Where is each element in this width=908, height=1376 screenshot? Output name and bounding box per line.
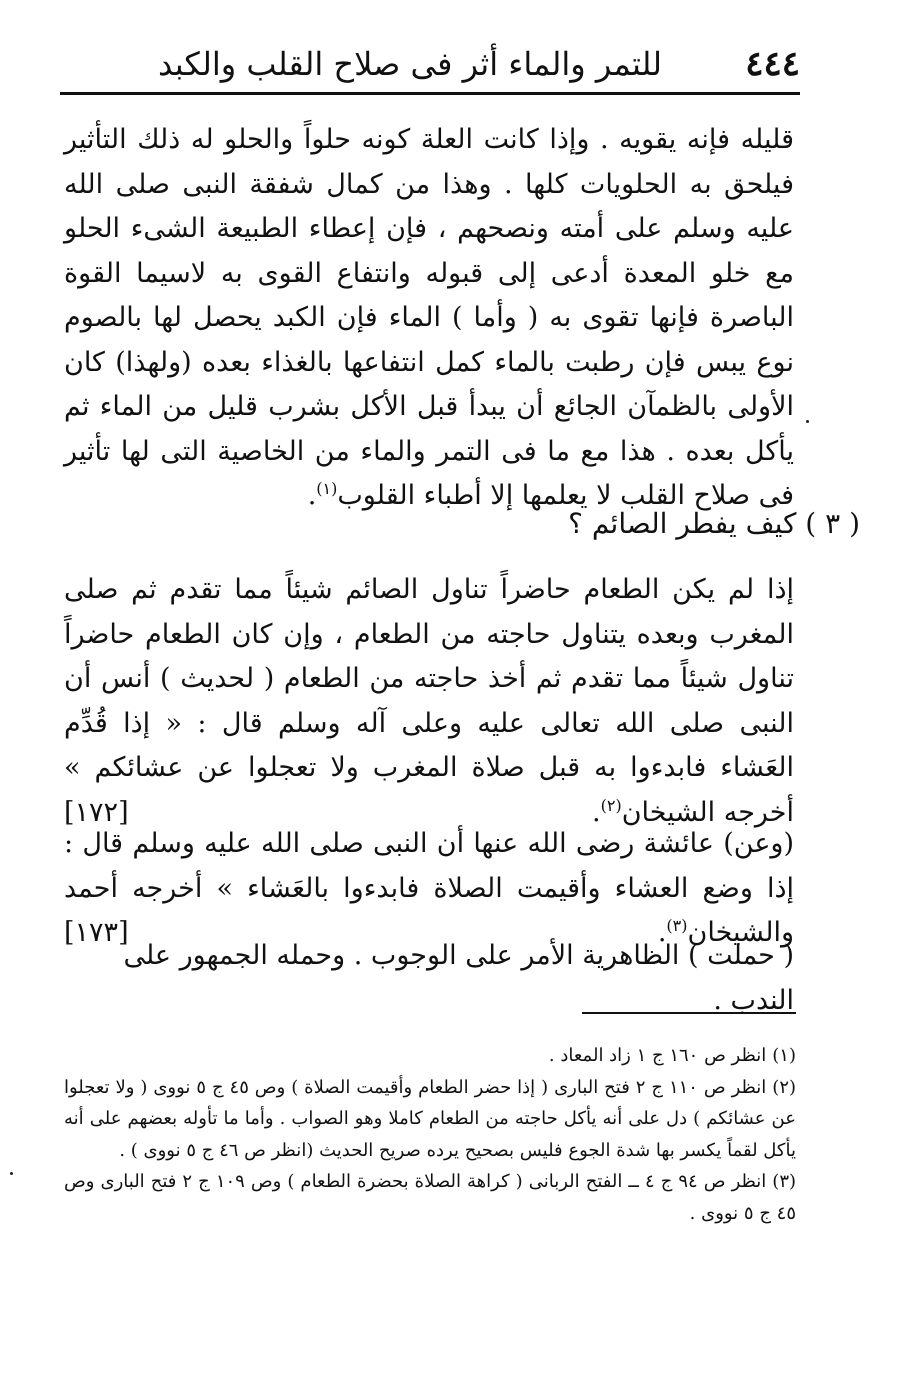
footnote-1: [64, 1040, 796, 1072]
margin-speck: [10, 1172, 13, 1175]
hadith-number: [١٧٣]: [64, 917, 129, 948]
paragraph-end: .: [592, 796, 601, 828]
paragraph-end: .: [657, 917, 667, 948]
footnotes: [64, 1040, 796, 1229]
footnote-text: انظر ص ٩٤ ج ٤ ــ الفتح الربانى ( كراهة الصلاة بحضرة الطعام ) وص ١٠٩ ج ٢ فتح البارى وص ٤٥ ج ٥ نووى .: [64, 1171, 796, 1224]
footnote-number: (٢): [772, 1076, 797, 1098]
footnote-ref-1: (١): [316, 479, 338, 498]
section-heading: ( ٣ ) كيف يفطر الصائم ؟: [568, 507, 860, 540]
footnote-ref-2: (٢): [600, 795, 622, 815]
footnote-text: انظر ص ١١٠ ج ٢ فتح البارى ( إذا حضر الطعام وأقيمت الصلاة ) وص ٤٥ ج ٥ نووى ( ولا تعجلوا عن عشائكم ) دل على أنه يأكل حاجته من الطعام كاملا وهو الصواب . وأما ما تأوله بعضهم على أنه يأكل لقماً يكسر بها شدة الجوع فليس بصحيح يرده صريح الحديث (انظر ص ٤٦ ج ٥ نووى ) .: [64, 1076, 796, 1161]
footnote-2: [64, 1072, 796, 1167]
footnote-ref-3: (٣): [666, 916, 688, 935]
footnote-text: انظر ص ١٦٠ ج ١ زاد المعاد .: [548, 1045, 767, 1066]
hadith-number: [١٧٢]: [64, 796, 129, 828]
page-header: [60, 38, 800, 90]
footnote-number: (١): [772, 1045, 796, 1066]
paragraph-break-fast: [64, 568, 794, 835]
intro-text: قليله فإنه يقويه . وإذا كانت العلة كونه حلواً والحلو له ذلك التأثير فيلحق به الحلويات كلها . وهذا من كمال شفقة النبى صلى الله عليه وسلم على أمته ونصحهم ، فإن إعطاء الطبيعة الشىء الحلو مع خلو المعدة أدعى إلى قبوله وانتفاع القوى به لاسيما القوة الباصرة فإنها تقوى به ( وأما ) الماء فإن الكبد يحصل لها بالصوم نوع يبس فإن رطبت بالماء كمل انتفاعها بالغذاء بعده (ولهذا) كان الأولى بالظمآن الجائع أن يبدأ قبل الأكل بشرب قليل من الماء ثم يأكل بعده . هذا مع ما فى التمر والماء من الخاصية التى لها تأثير فى صلاح القلب لا يعلمها إلا أطباء القلوب: [64, 124, 794, 511]
footnote-3: [64, 1166, 796, 1229]
paragraph-ruling: [64, 934, 794, 1023]
intro-end: .: [307, 480, 317, 511]
intro-paragraph: [64, 118, 794, 519]
header-divider: [60, 92, 800, 95]
footnote-number: (٣): [772, 1171, 797, 1192]
paragraph-text: إذا لم يكن الطعام حاضراً تناول الصائم شيئاً مما تقدم ثم صلى المغرب وبعده يتناول حاجته من الطعام ، وإن كان الطعام حاضراً تناول شيئاً مما تقدم ثم أخذ حاجته من الطعام ( لحديث ) أنس أن النبى صلى الله تعالى عليه وعلى آله وسلم قال : « إذا قُدِّم العَشاء فابدءوا به قبل صلاة المغرب ولا تعجلوا عن عشائكم » أخرجه الشيخان: [64, 574, 794, 828]
footnote-divider: [582, 1012, 796, 1014]
running-title: للتمر والماء أثر فى صلاح القلب والكبد: [158, 45, 662, 83]
page-number: ٤٤٤: [745, 44, 800, 84]
paragraph-text: ( حملت ) الظاهرية الأمر على الوجوب . وحمله الجمهور على الندب .: [123, 940, 794, 1016]
margin-speck: [806, 420, 809, 423]
paragraph-text: (وعن) عائشة رضى الله عنها أن النبى صلى الله عليه وسلم قال : إذا وضع العشاء وأقيمت الصلاة فابدءوا بالعَشاء » أخرجه أحمد والشيخان: [64, 828, 794, 948]
